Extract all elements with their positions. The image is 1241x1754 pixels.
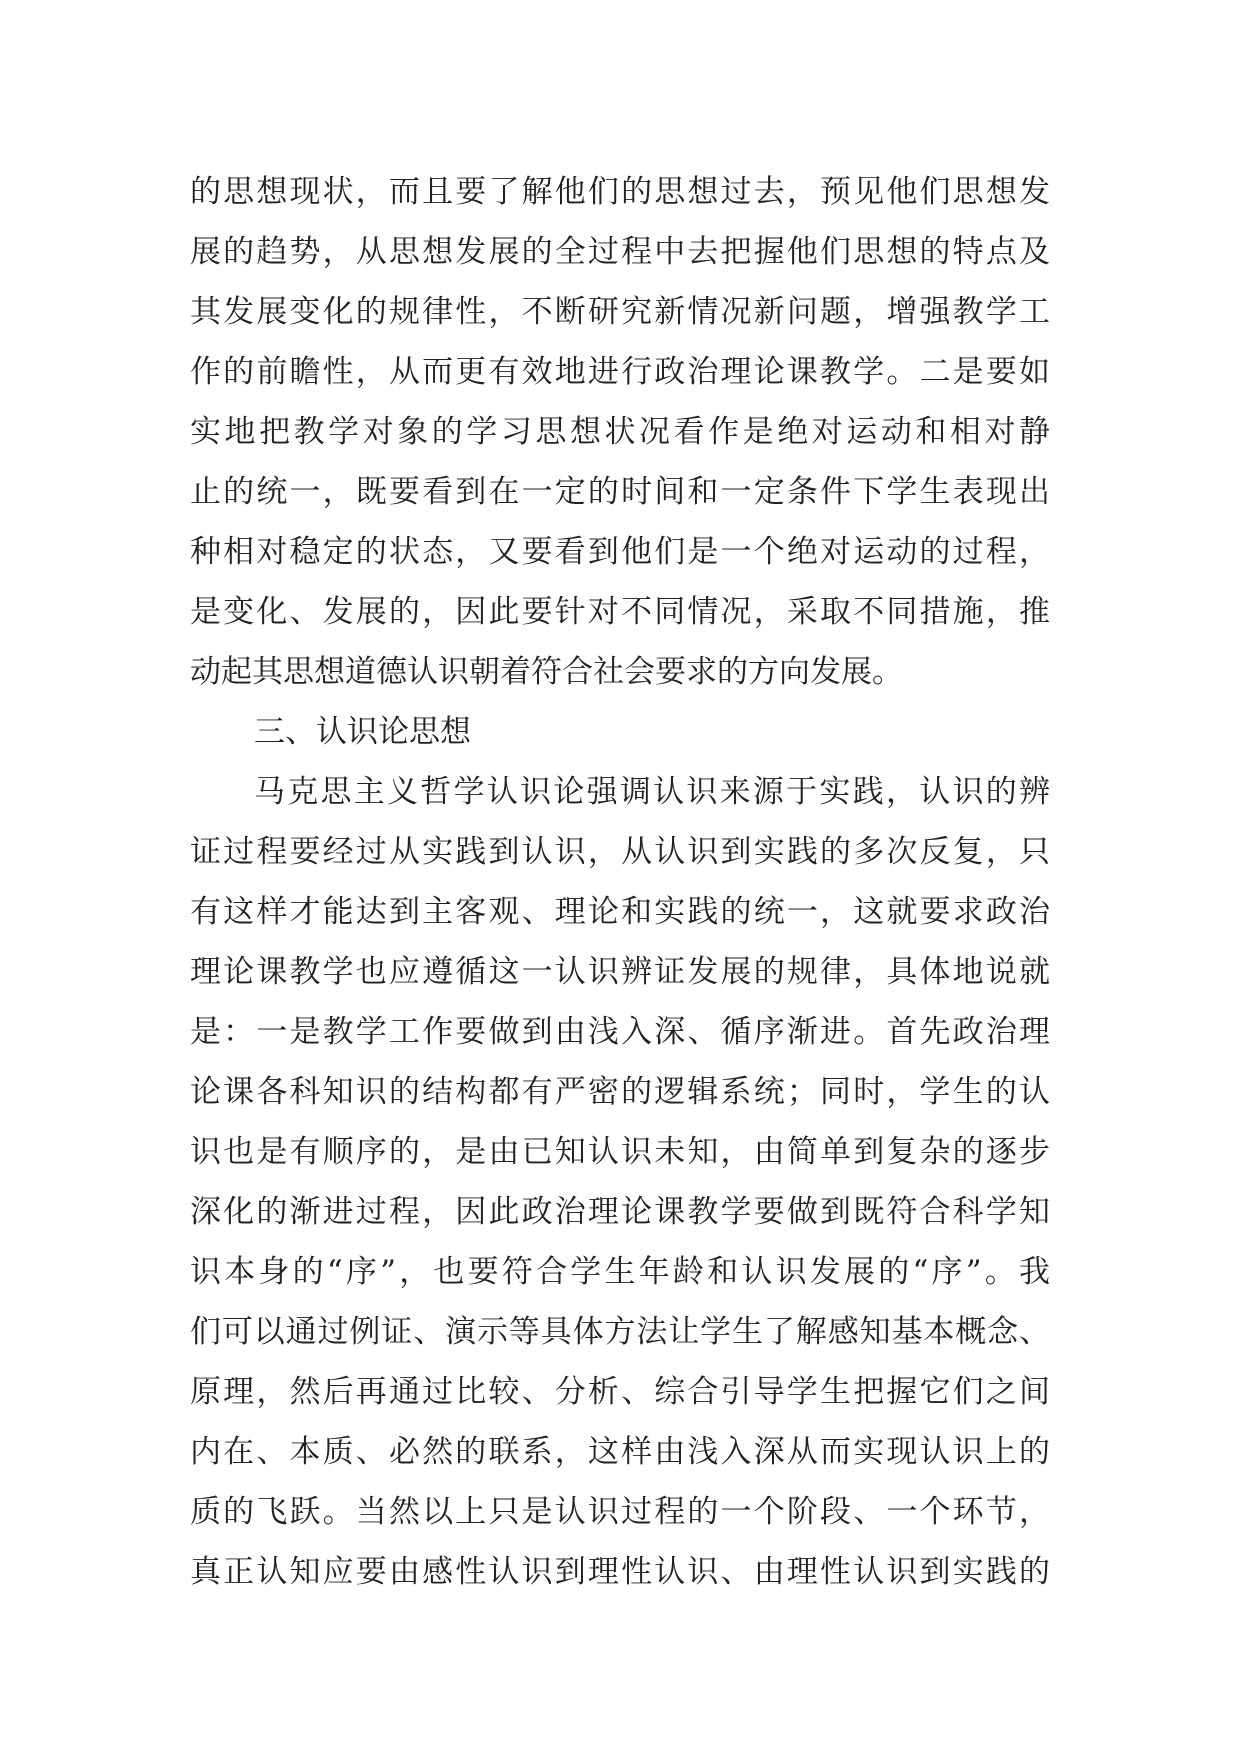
text-line: 展的趋势，从思想发展的全过程中去把握他们思想的特点及 <box>190 234 1050 270</box>
text-line: 深化的渐进过程，因此政治理论课教学要做到既符合科学知 <box>190 1194 1050 1230</box>
text-line: 识本身的“序”，也要符合学生年龄和认识发展的“序”。我 <box>190 1254 1050 1290</box>
text-line: 质的飞跃。当然以上只是认识过程的一个阶段、一个环节， <box>190 1494 1050 1530</box>
text-line: 止的统一，既要看到在一定的时间和一定条件下学生表现出 <box>190 474 1050 510</box>
text-line: 理论课教学也应遵循这一认识辨证发展的规律，具体地说就 <box>190 954 1050 990</box>
text-line: 原理，然后再通过比较、分析、综合引导学生把握它们之间 <box>190 1374 1050 1410</box>
text-line: 是变化、发展的，因此要针对不同情况，采取不同措施，推 <box>190 594 1050 630</box>
section-heading: 三、认识论思想 <box>254 714 471 750</box>
text-line: 的思想现状，而且要了解他们的思想过去，预见他们思想发 <box>190 174 1050 210</box>
text-line: 实地把教学对象的学习思想状况看作是绝对运动和相对静 <box>190 414 1050 450</box>
text-line: 是：一是教学工作要做到由浅入深、循序渐进。首先政治理 <box>190 1014 1050 1050</box>
text-line: 其发展变化的规律性，不断研究新情况新问题，增强教学工 <box>190 294 1050 330</box>
text-line: 种相对稳定的状态，又要看到他们是一个绝对运动的过程， <box>190 534 1050 570</box>
text-line: 内在、本质、必然的联系，这样由浅入深从而实现认识上的 <box>190 1434 1050 1470</box>
text-line: 动起其思想道德认识朝着符合社会要求的方向发展。 <box>190 654 903 690</box>
text-line: 论课各科知识的结构都有严密的逻辑系统；同时，学生的认 <box>190 1074 1050 1110</box>
text-line: 作的前瞻性，从而更有效地进行政治理论课教学。二是要如 <box>190 354 1050 390</box>
body-text <box>190 162 1050 1602</box>
text-line: 识也是有顺序的，是由已知认识未知，由简单到复杂的逐步 <box>190 1134 1050 1170</box>
text-line: 们可以通过例证、演示等具体方法让学生了解感知基本概念、 <box>190 1314 1050 1350</box>
text-line: 证过程要经过从实践到认识，从认识到实践的多次反复，只 <box>190 834 1050 870</box>
text-line: 有这样才能达到主客观、理论和实践的统一，这就要求政治 <box>190 894 1050 930</box>
text-line: 真正认知应要由感性认识到理性认识、由理性认识到实践的 <box>190 1554 1050 1590</box>
text-line: 马克思主义哲学认识论强调认识来源于实践，认识的辨 <box>254 774 1050 810</box>
